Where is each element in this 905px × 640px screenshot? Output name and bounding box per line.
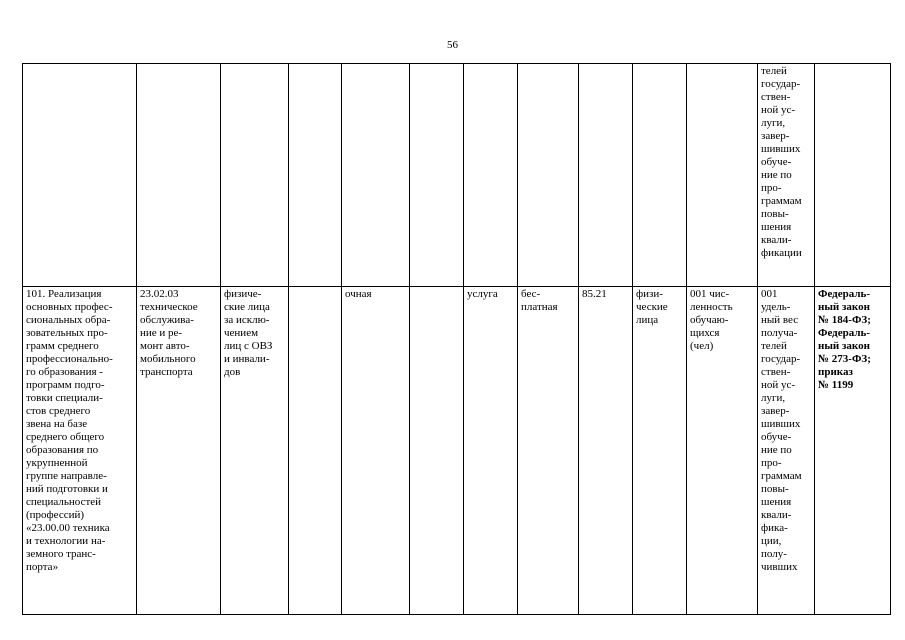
- table-cell: [518, 64, 579, 287]
- indicator-continuation-cell: телей государ- ствен- ной ус- луги, завер- шивших обуче- ние по про- граммам повы- шения квали- фикации: [758, 64, 815, 287]
- table-cell: [579, 64, 633, 287]
- table-cell: [815, 64, 891, 287]
- recipients-cell: физи- ческие лица: [633, 287, 687, 615]
- services-table: [22, 63, 891, 615]
- volume-indicator-cell: 001 чис- ленность обучаю- щихся (чел): [687, 287, 758, 615]
- study-form-cell: очная: [342, 287, 410, 615]
- table-row: [23, 287, 891, 615]
- quality-indicator-cell: 001 удель- ный вес получа- телей государ- ствен- ной ус- луги, завер- шивших обуче- ние по про- граммам повы- шения квали- фика- ции, полу- чивших: [758, 287, 815, 615]
- table-cell: [23, 64, 137, 287]
- table-cell: [289, 64, 342, 287]
- table-cell: [464, 64, 518, 287]
- legal-basis-cell: Федераль- ный закон № 184-ФЗ; Федераль- ный закон № 273-ФЗ; приказ № 1199: [815, 287, 891, 615]
- specialty-code-cell: 23.02.03 техническое обслужива- ние и ре- монт авто- мобильного транспорта: [137, 287, 221, 615]
- table-cell: [633, 64, 687, 287]
- okved-code-cell: 85.21: [579, 287, 633, 615]
- table-cell: [137, 64, 221, 287]
- table-cell: [342, 64, 410, 287]
- payment-type-cell: бес- платная: [518, 287, 579, 615]
- table-cell: [289, 287, 342, 615]
- service-type-cell: услуга: [464, 287, 518, 615]
- service-name-cell: 101. Реализация основных профес- сиональных обра- зовательных про- грамм среднего профессионально- го образования - программ подго- товки специали- стов среднего звена на базе среднего общего образования по укрупненной группе направле- ний подготовки и специальностей (профессий) «23.00.00 техника и технологии на- земного транс- порта»: [23, 287, 137, 615]
- table-cell: [410, 64, 464, 287]
- consumer-category-cell: физиче- ские лица за исклю- чением лиц с ОВЗ и инвали- дов: [221, 287, 289, 615]
- page-number: 56: [447, 39, 458, 51]
- table-cell: [221, 64, 289, 287]
- table-cell: [687, 64, 758, 287]
- table-cell: [410, 287, 464, 615]
- table-row: [23, 64, 891, 287]
